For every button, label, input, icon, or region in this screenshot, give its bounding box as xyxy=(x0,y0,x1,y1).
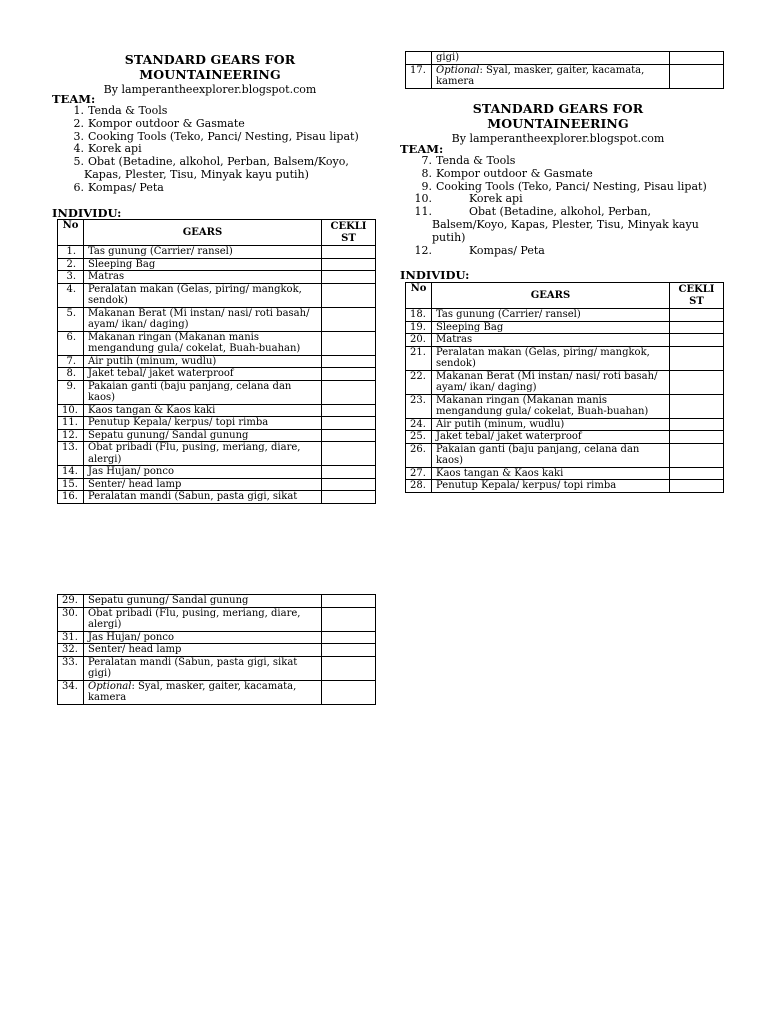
table-row xyxy=(406,418,724,431)
gear-text: Sepatu gunung/ Sandal gunung xyxy=(88,595,249,606)
gear-text: Sleeping Bag xyxy=(88,258,156,270)
row-number: 13. xyxy=(58,442,84,466)
row-gear xyxy=(84,404,322,417)
team-item-text: Kompas/ Peta xyxy=(469,243,545,257)
gear-text: Tas gunung (Carrier/ ransel) xyxy=(88,246,233,257)
team-item-text: Tenda & Tools xyxy=(436,154,516,167)
row-number: 8. xyxy=(58,368,84,381)
row-gear xyxy=(432,346,670,370)
team-item-number: 1. xyxy=(73,104,84,117)
row-gear xyxy=(432,480,670,493)
gear-text: : Syal, masker, gaiter, kacamata, kamera xyxy=(88,680,297,703)
team-item-number: 5. xyxy=(73,155,84,169)
row-number: 23. xyxy=(406,394,432,418)
row-gear xyxy=(84,644,322,657)
team-item-text: Cooking Tools (Teko, Panci/ Nesting, Pisau lipat) xyxy=(88,129,359,143)
gear-text: Sepatu gunung/ Sandal gunung xyxy=(88,429,249,441)
team-item-number: 7. xyxy=(421,154,432,167)
team-item-number: 3. xyxy=(73,129,84,143)
checklist-cell[interactable] xyxy=(670,443,724,467)
row-gear xyxy=(432,394,670,418)
row-gear xyxy=(432,418,670,431)
row-number: 11. xyxy=(58,417,84,430)
row-number: 27. xyxy=(406,467,432,480)
table-row xyxy=(58,404,376,417)
team-item-gap xyxy=(436,193,469,206)
row-gear xyxy=(432,334,670,347)
row-number: 24. xyxy=(406,418,432,431)
col-header-gears: GEARS xyxy=(432,283,670,309)
table-row xyxy=(406,321,724,334)
gear-text: : Syal, masker, gaiter, kacamata, kamera xyxy=(436,64,645,87)
team-item-text: Obat (Betadine, alkohol, Perban, Balsem/Koyo, xyxy=(88,155,349,169)
table-row xyxy=(406,346,724,370)
team-item-text: Obat (Betadine, alkohol, Perban, xyxy=(469,205,651,219)
row-number: 22. xyxy=(406,370,432,394)
gear-text: Kaos tangan & Kaos kaki xyxy=(436,467,564,479)
team-item xyxy=(52,182,372,195)
checklist-cell[interactable] xyxy=(322,307,376,331)
checklist-cell[interactable] xyxy=(322,404,376,417)
row-number: 25. xyxy=(406,431,432,444)
row-number: 3. xyxy=(58,271,84,284)
gear-text: Kaos tangan & Kaos kaki xyxy=(88,404,216,416)
table-row xyxy=(58,478,376,491)
table-row xyxy=(58,331,376,355)
team-item-number: 11. xyxy=(414,205,432,219)
team-item-text: Tenda & Tools xyxy=(88,104,168,117)
team-item-text: Korek api xyxy=(469,192,523,206)
row-number: 34. xyxy=(58,680,84,704)
col-header-no: No xyxy=(406,283,432,309)
row-number: 28. xyxy=(406,480,432,493)
row-number: 32. xyxy=(58,644,84,657)
row-gear xyxy=(84,368,322,381)
checklist-cell[interactable] xyxy=(322,429,376,442)
row-gear xyxy=(84,607,322,631)
row-number: 1. xyxy=(58,246,84,259)
row-number: 17. xyxy=(406,64,432,88)
team-item-text: Cooking Tools (Teko, Panci/ Nesting, Pisau lipat) xyxy=(436,179,707,193)
table-row xyxy=(58,466,376,479)
gear-table xyxy=(57,219,376,504)
row-gear xyxy=(84,466,322,479)
col-header-gears: GEARS xyxy=(84,220,322,246)
row-gear xyxy=(84,380,322,404)
team-list xyxy=(52,105,372,195)
table-row xyxy=(58,307,376,331)
team-item-text: Korek api xyxy=(88,142,142,156)
document-title: STANDARD GEARS FOR MOUNTAINEERING xyxy=(124,52,296,82)
row-gear xyxy=(84,271,322,284)
gear-text: Penutup Kepala/ kerpus/ topi rimba xyxy=(88,417,269,428)
individu-label: INDIVIDU: xyxy=(400,268,470,282)
gear-text: Jas Hujan/ ponco xyxy=(88,466,174,477)
checklist-cell[interactable] xyxy=(670,309,724,322)
checklist-cell[interactable] xyxy=(322,491,376,504)
row-number: 12. xyxy=(58,429,84,442)
row-number: 19. xyxy=(406,321,432,334)
row-number: 21. xyxy=(406,346,432,370)
row-number: 26. xyxy=(406,443,432,467)
team-item-number: 12. xyxy=(414,243,432,257)
checklist-cell[interactable] xyxy=(670,480,724,493)
table-row xyxy=(406,370,724,394)
optional-label: Optional xyxy=(436,64,480,76)
checklist-cell[interactable] xyxy=(670,431,724,444)
team-label: TEAM: xyxy=(52,92,96,106)
table-row xyxy=(58,656,376,680)
table-row xyxy=(58,271,376,284)
checklist-cell[interactable] xyxy=(322,355,376,368)
table-row xyxy=(58,680,376,704)
checklist-cell[interactable] xyxy=(322,595,376,608)
row-gear xyxy=(84,429,322,442)
table-row xyxy=(406,334,724,347)
row-number: 7. xyxy=(58,355,84,368)
row-gear xyxy=(84,246,322,259)
checklist-cell[interactable] xyxy=(670,346,724,370)
gear-text: Air putih (minum, wudlu) xyxy=(436,418,565,430)
checklist-cell[interactable] xyxy=(670,52,724,65)
row-number: 33. xyxy=(58,656,84,680)
table-row xyxy=(406,52,724,65)
individu-label: INDIVIDU: xyxy=(52,206,122,220)
table-row xyxy=(58,380,376,404)
row-gear xyxy=(84,631,322,644)
checklist-cell[interactable] xyxy=(322,258,376,271)
row-gear xyxy=(432,431,670,444)
gear-text: Penutup Kepala/ kerpus/ topi rimba xyxy=(436,480,617,491)
checklist-cell[interactable] xyxy=(670,467,724,480)
gear-text: Jaket tebal/ jaket waterproof xyxy=(436,431,582,442)
gear-text: Makanan Berat (Mi instan/ nasi/ roti basah/ ayam/ ikan/ daging) xyxy=(88,307,310,330)
gear-text: Senter/ head lamp xyxy=(88,478,182,490)
gear-text: Tas gunung (Carrier/ ransel) xyxy=(436,309,581,320)
checklist-cell[interactable] xyxy=(322,246,376,259)
row-gear xyxy=(84,283,322,307)
table-row xyxy=(406,467,724,480)
row-number: 29. xyxy=(58,595,84,608)
row-number: 10. xyxy=(58,404,84,417)
gear-text: Matras xyxy=(436,334,473,345)
checklist-cell[interactable] xyxy=(322,644,376,657)
col-header-no: No xyxy=(58,220,84,246)
checklist-cell[interactable] xyxy=(322,442,376,466)
checklist-cell[interactable] xyxy=(670,418,724,431)
row-gear xyxy=(84,307,322,331)
row-number xyxy=(406,52,432,65)
checklist-cell[interactable] xyxy=(670,370,724,394)
gear-text: Makanan ringan (Makanan manis mengandung gula/ cokelat, Buah-buahan) xyxy=(88,331,301,354)
team-item xyxy=(400,181,720,194)
row-gear xyxy=(84,442,322,466)
team-item-text: Kompor outdoor & Gasmate xyxy=(88,116,245,130)
table-row xyxy=(58,258,376,271)
gear-text: Peralatan mandi (Sabun, pasta gigi, sikat gigi) xyxy=(88,656,298,679)
optional-label: Optional xyxy=(88,680,132,692)
table-row xyxy=(406,309,724,322)
checklist-cell[interactable] xyxy=(670,334,724,347)
row-gear xyxy=(84,478,322,491)
right-header xyxy=(400,101,716,145)
document-title: STANDARD GEARS FOR MOUNTAINEERING xyxy=(472,101,644,131)
row-number: 20. xyxy=(406,334,432,347)
gear-text: gigi) xyxy=(436,52,460,63)
table-row xyxy=(58,368,376,381)
team-label: TEAM: xyxy=(400,142,444,156)
row-number: 4. xyxy=(58,283,84,307)
row-gear xyxy=(84,258,322,271)
gear-text: Obat pribadi (Flu, pusing, meriang, diare, alergi) xyxy=(88,442,301,465)
gear-text: Jas Hujan/ ponco xyxy=(88,631,174,643)
gear-text: Air putih (minum, wudlu) xyxy=(88,355,217,367)
table-row xyxy=(58,644,376,657)
table-row xyxy=(58,417,376,430)
byline: By lamperantheexplorer.blogspot.com xyxy=(103,83,317,96)
checklist-cell[interactable] xyxy=(322,283,376,307)
table-row xyxy=(58,631,376,644)
table-row xyxy=(58,491,376,504)
gear-text: Makanan Berat (Mi instan/ nasi/ roti basah/ ayam/ ikan/ daging) xyxy=(436,370,658,393)
row-gear xyxy=(432,64,670,88)
checklist-cell[interactable] xyxy=(322,331,376,355)
table-row xyxy=(406,394,724,418)
row-gear xyxy=(432,443,670,467)
gear-text: Pakaian ganti (baju panjang, celana dan kaos) xyxy=(88,380,292,403)
gear-text: Sleeping Bag xyxy=(436,321,504,333)
row-gear xyxy=(84,355,322,368)
row-gear xyxy=(432,52,670,65)
row-number: 5. xyxy=(58,307,84,331)
team-item-number: 2. xyxy=(73,116,84,130)
checklist-cell[interactable] xyxy=(322,478,376,491)
gear-text: Senter/ head lamp xyxy=(88,644,182,655)
table-row xyxy=(58,429,376,442)
checklist-cell[interactable] xyxy=(322,368,376,381)
row-number: 31. xyxy=(58,631,84,644)
table-row xyxy=(406,443,724,467)
row-gear xyxy=(84,417,322,430)
row-gear xyxy=(84,491,322,504)
row-gear xyxy=(84,680,322,704)
team-item-continuation: Kapas, Plester, Tisu, Minyak kayu putih) xyxy=(84,167,309,181)
row-gear xyxy=(432,467,670,480)
checklist-cell[interactable] xyxy=(322,607,376,631)
team-item-number: 8. xyxy=(421,166,432,180)
row-gear xyxy=(432,370,670,394)
checklist-cell[interactable] xyxy=(670,321,724,334)
row-number: 16. xyxy=(58,491,84,504)
row-number: 18. xyxy=(406,309,432,322)
team-item xyxy=(400,245,720,258)
table-row xyxy=(58,246,376,259)
gear-table-top-fragment xyxy=(405,51,724,89)
row-gear xyxy=(432,321,670,334)
table-row xyxy=(406,431,724,444)
team-list xyxy=(400,155,720,257)
checklist-cell[interactable] xyxy=(322,417,376,430)
team-item xyxy=(400,155,720,168)
team-item xyxy=(400,168,720,181)
checklist-cell[interactable] xyxy=(670,394,724,418)
team-item-number: 10. xyxy=(414,192,432,206)
row-gear xyxy=(84,595,322,608)
col-header-checklist: CEKLI ST xyxy=(322,220,376,246)
gear-table xyxy=(405,282,724,493)
table-row xyxy=(406,480,724,493)
gear-text: Peralatan makan (Gelas, piring/ mangkok, sendok) xyxy=(436,346,650,369)
team-item-number: 9. xyxy=(421,179,432,193)
table-row xyxy=(406,64,724,88)
row-gear xyxy=(432,309,670,322)
checklist-cell[interactable] xyxy=(322,631,376,644)
table-row xyxy=(58,355,376,368)
team-item-continuation: Balsem/Koyo, Kapas, Plester, Tisu, Minyak kayu putih) xyxy=(432,217,699,244)
checklist-cell[interactable] xyxy=(322,466,376,479)
row-number: 15. xyxy=(58,478,84,491)
row-number: 6. xyxy=(58,331,84,355)
team-item-gap xyxy=(436,245,469,258)
gear-text: Jaket tebal/ jaket waterproof xyxy=(88,368,234,379)
team-item-text: Kompor outdoor & Gasmate xyxy=(436,166,593,180)
team-item-number: 4. xyxy=(73,142,84,156)
team-item xyxy=(52,118,372,131)
left-header xyxy=(52,52,368,96)
team-item-text: Kompas/ Peta xyxy=(88,180,164,194)
table-row xyxy=(58,442,376,466)
row-gear xyxy=(84,331,322,355)
gear-text: Matras xyxy=(88,271,125,282)
gear-text: Peralatan makan (Gelas, piring/ mangkok, sendok) xyxy=(88,283,302,306)
checklist-cell[interactable] xyxy=(322,656,376,680)
row-number: 2. xyxy=(58,258,84,271)
gear-text: Peralatan mandi (Sabun, pasta gigi, sikat xyxy=(88,491,298,502)
gear-table-continued xyxy=(57,594,376,705)
checklist-cell[interactable] xyxy=(322,271,376,284)
byline: By lamperantheexplorer.blogspot.com xyxy=(451,132,665,145)
col-header-checklist: CEKLI ST xyxy=(670,283,724,309)
row-number: 14. xyxy=(58,466,84,479)
team-item-number: 6. xyxy=(73,180,84,194)
gear-text: Pakaian ganti (baju panjang, celana dan kaos) xyxy=(436,443,640,466)
row-number: 9. xyxy=(58,380,84,404)
table-row xyxy=(58,607,376,631)
gear-text: Obat pribadi (Flu, pusing, meriang, diare, alergi) xyxy=(88,607,301,630)
checklist-cell[interactable] xyxy=(670,64,724,88)
row-number: 30. xyxy=(58,607,84,631)
gear-text: Makanan ringan (Makanan manis mengandung gula/ cokelat, Buah-buahan) xyxy=(436,394,649,417)
checklist-cell[interactable] xyxy=(322,380,376,404)
table-row xyxy=(58,595,376,608)
table-row xyxy=(58,283,376,307)
checklist-cell[interactable] xyxy=(322,680,376,704)
row-gear xyxy=(84,656,322,680)
team-item xyxy=(52,105,372,118)
